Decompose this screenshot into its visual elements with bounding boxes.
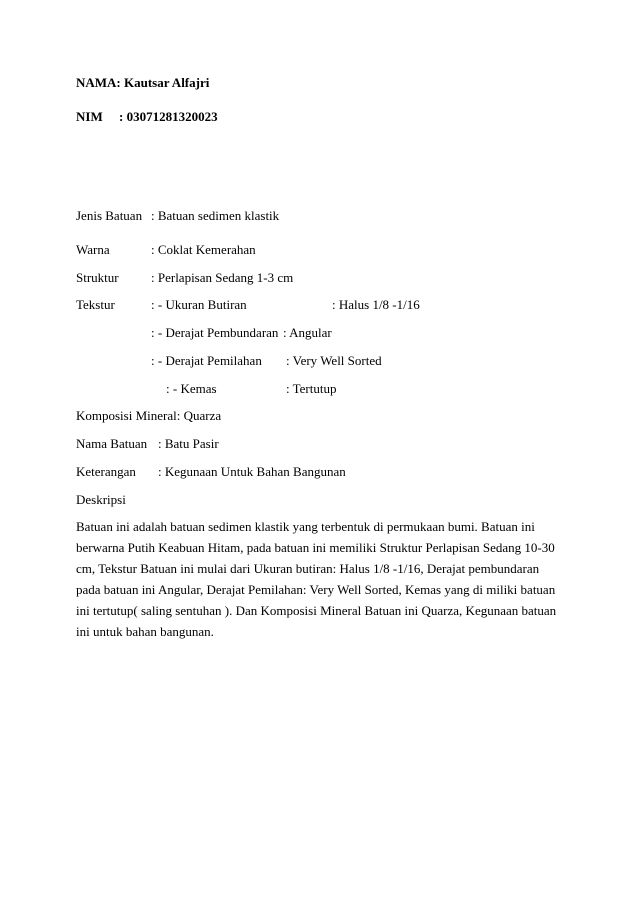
- nama-line: NAMA: Kautsar Alfajri: [76, 75, 210, 90]
- nama-batuan-label: Nama Batuan: [76, 436, 148, 451]
- tekstur-label: Tekstur: [76, 297, 115, 312]
- deskripsi-line: ini tertutup( saling sentuhan ). Dan Komposisi Mineral Batuan ini Quarza, Kegunaan batuan: [76, 603, 557, 618]
- struktur-label: Struktur: [76, 270, 119, 285]
- deskripsi-line: Batuan ini adalah batuan sedimen klastik yang terbentuk di permukaan bumi. Batuan ini: [76, 519, 535, 534]
- keterangan-value: : Kegunaan Untuk Bahan Bangunan: [158, 464, 346, 479]
- struktur-value: : Perlapisan Sedang 1-3 cm: [151, 270, 294, 285]
- komposisi-line: Komposisi Mineral: Quarza: [76, 408, 222, 423]
- tekstur-value: : Halus 1/8 -1/16: [332, 297, 420, 312]
- deskripsi-paragraph: [76, 516, 562, 642]
- warna-row: [76, 242, 256, 258]
- tekstur-value: : Angular: [283, 325, 332, 340]
- tekstur-value: : Tertutup: [286, 381, 337, 396]
- deskripsi-line: cm, Tekstur Batuan ini mulai dari Ukuran butiran: Halus 1/8 -1/16, Derajat pembundaran: [76, 561, 540, 576]
- tekstur-key: : - Ukuran Butiran: [151, 297, 247, 312]
- tekstur-key: : - Kemas: [166, 381, 217, 396]
- jenis-value: : Batuan sedimen klastik: [151, 208, 280, 223]
- tekstur-row-1: [76, 297, 420, 313]
- deskripsi-line: berwarna Putih Keabuan Hitam, pada batuan ini memiliki Struktur Perlapisan Sedang 10-30: [76, 540, 555, 555]
- tekstur-key: : - Derajat Pembundaran: [151, 325, 279, 340]
- jenis-batuan-row: [76, 208, 280, 224]
- nama-batuan-row: [76, 436, 219, 452]
- tekstur-key: : - Derajat Pemilahan: [151, 353, 262, 368]
- nim-line: [76, 109, 218, 125]
- deskripsi-line: ini untuk bahan bangunan.: [76, 624, 214, 639]
- nim-label: NIM: [76, 109, 103, 124]
- warna-value: : Coklat Kemerahan: [151, 242, 256, 257]
- jenis-label: Jenis Batuan: [76, 208, 143, 223]
- tekstur-value: : Very Well Sorted: [286, 353, 382, 368]
- deskripsi-line: pada batuan ini Angular, Derajat Pemilahan: Very Well Sorted, Kemas yang di miliki batuan: [76, 582, 556, 597]
- keterangan-row: [76, 464, 346, 480]
- keterangan-label: Keterangan: [76, 464, 136, 479]
- struktur-row: [76, 270, 294, 286]
- warna-label: Warna: [76, 242, 110, 257]
- nama-batuan-value: : Batu Pasir: [158, 436, 219, 451]
- deskripsi-heading: Deskripsi: [76, 492, 126, 507]
- nim-value: : 03071281320023: [119, 109, 218, 124]
